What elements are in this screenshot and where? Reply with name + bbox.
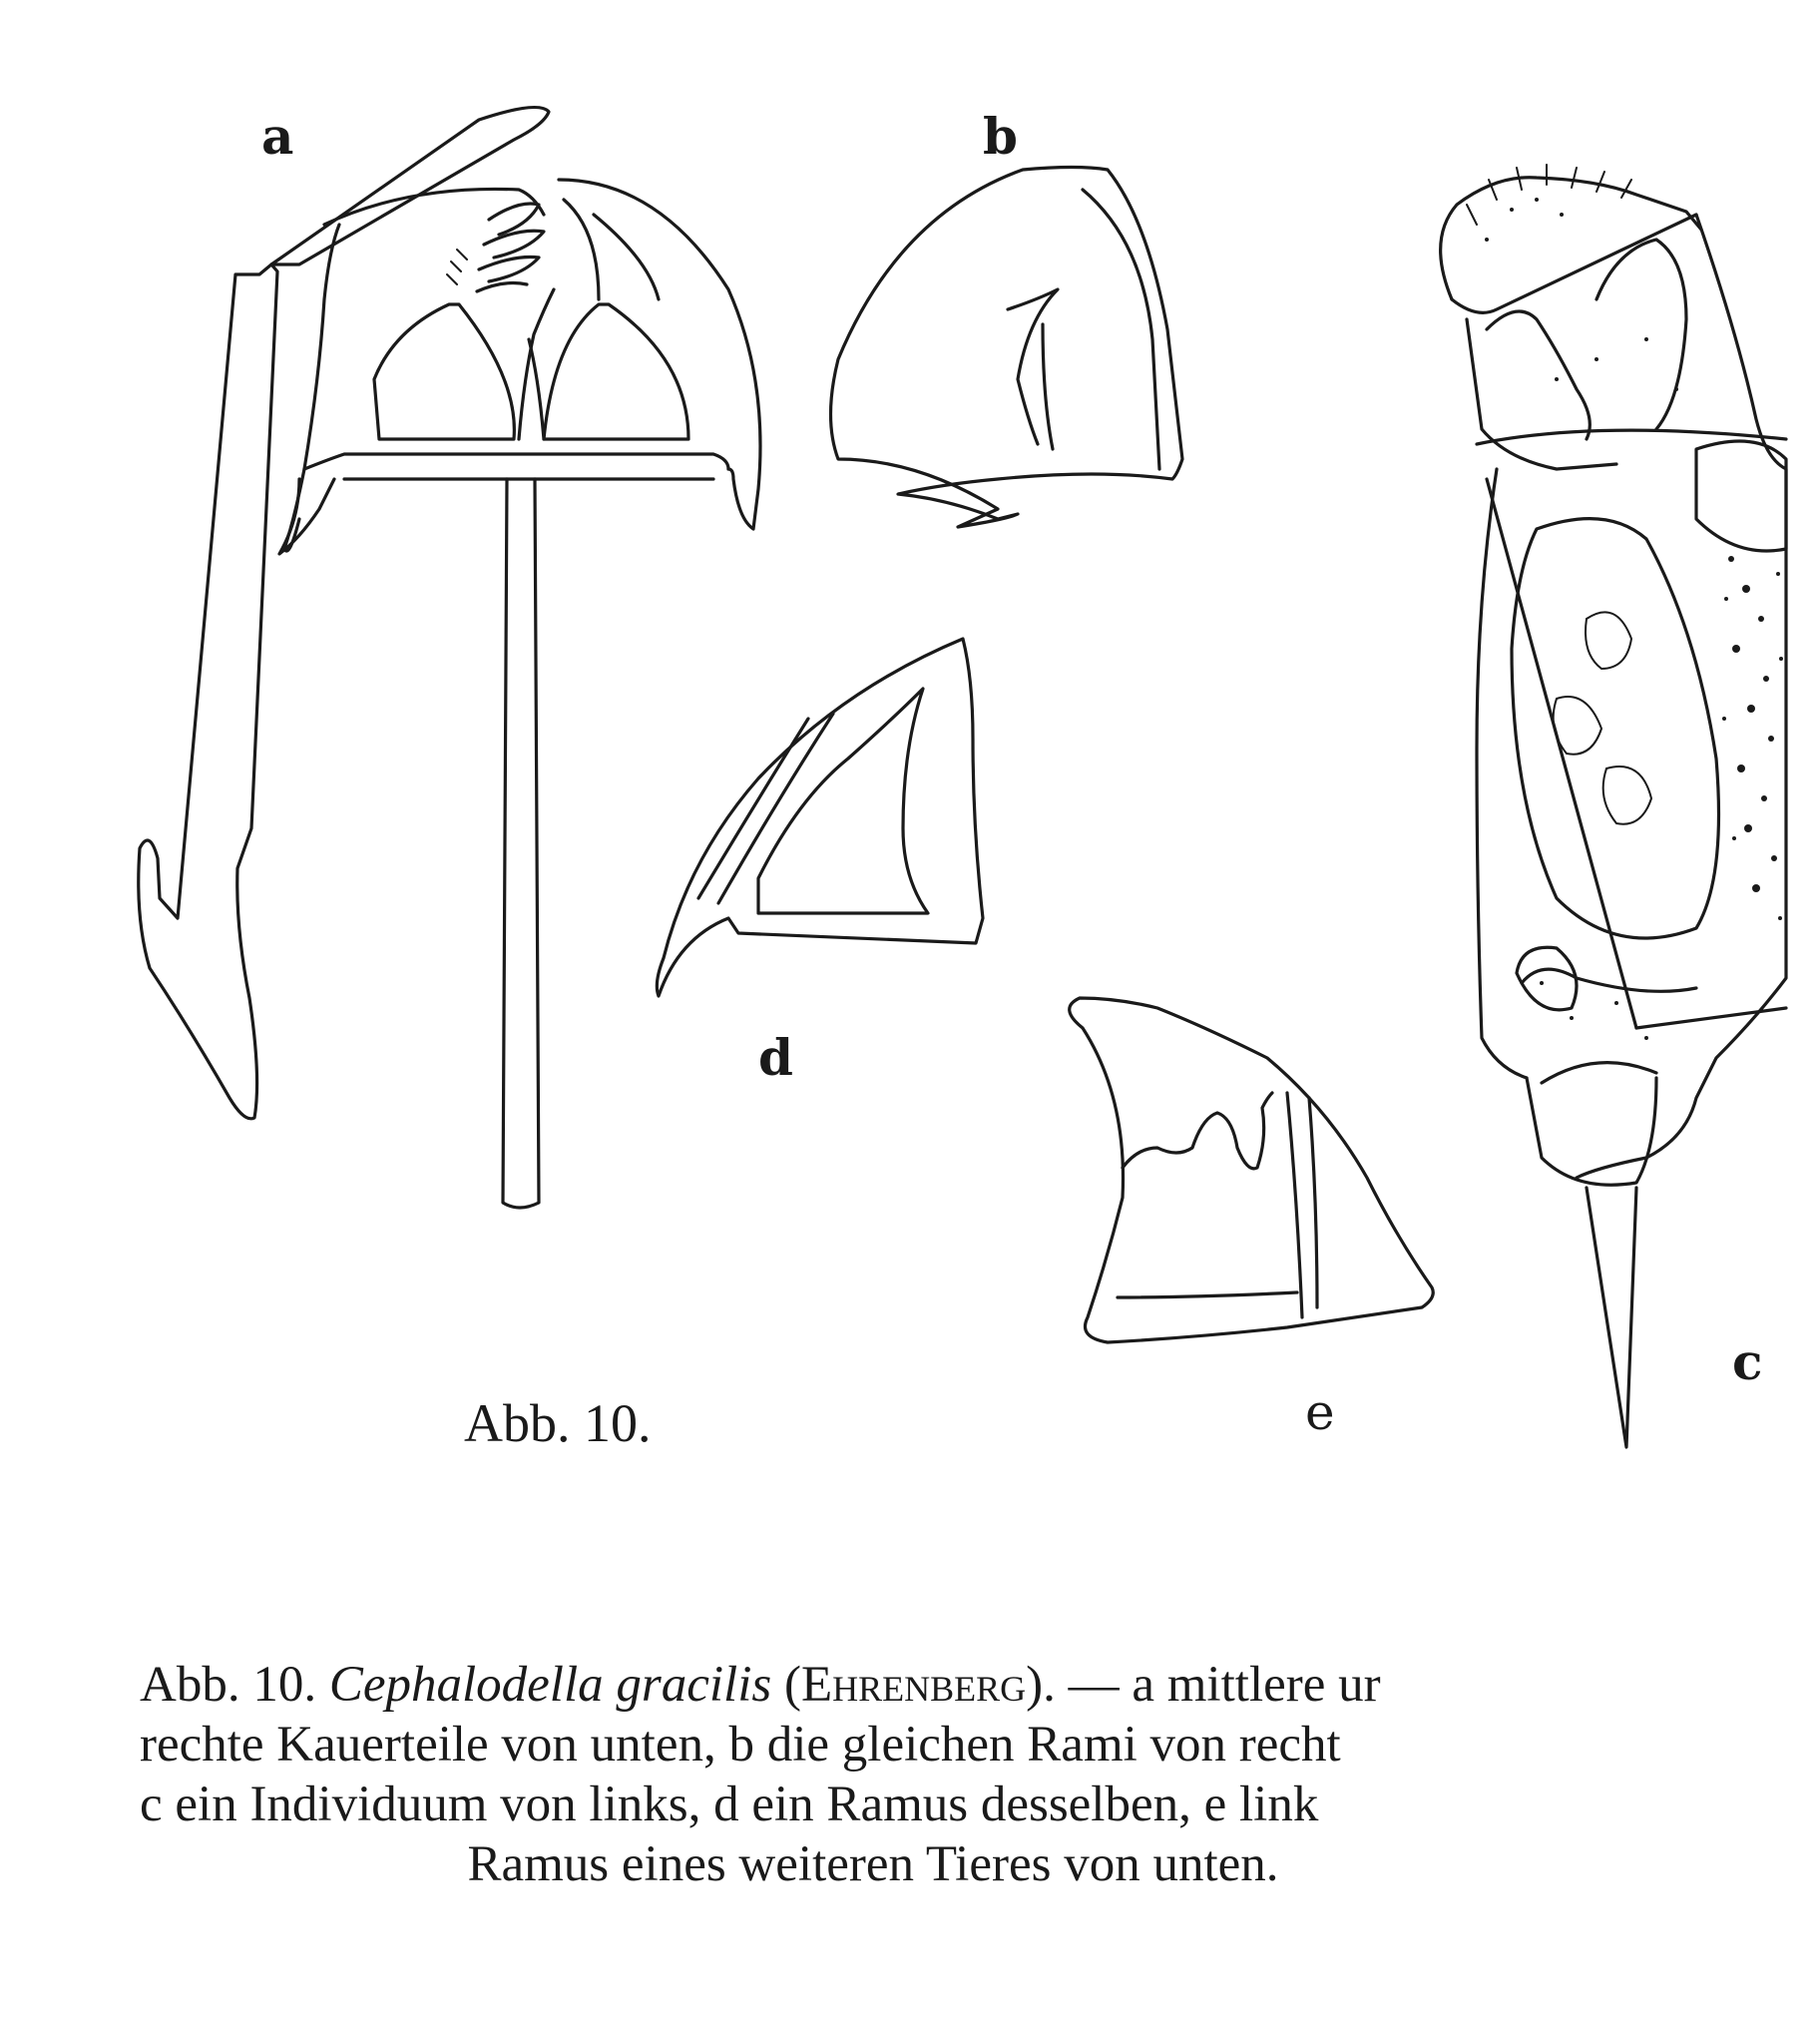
caption-species: Cephalodella gracilis — [328, 1657, 772, 1713]
caption-line-3: c ein Individuum von links, d ein Ramus desselben, e link — [140, 1777, 1319, 1832]
caption-line-1 — [140, 1655, 1820, 1715]
drawing-e-ramus — [1070, 998, 1434, 1342]
panel-label-b: b — [983, 107, 1018, 166]
drawing-b-ramus — [831, 168, 1183, 528]
drawing-d-ramus — [657, 639, 983, 996]
panel-label-d: d — [758, 1028, 793, 1087]
caption-author: (Ehrenberg). — [783, 1657, 1056, 1713]
figure-caption — [140, 1655, 1820, 1894]
caption-line-4: Ramus eines weiteren Tieres von unten. — [467, 1836, 1279, 1892]
caption-prefix: Abb. 10. — [140, 1657, 317, 1713]
drawing-c-animal — [1441, 165, 1786, 1447]
panel-label-c: c — [1732, 1332, 1763, 1391]
panel-label-e: e — [1305, 1383, 1335, 1441]
panel-label-a: a — [261, 107, 294, 166]
figure-number: Abb. 10. — [464, 1393, 652, 1453]
drawing-a-mastax — [139, 108, 760, 1209]
caption-line-2: rechte Kauerteile von unten, b die gleichen Rami von recht — [140, 1717, 1341, 1773]
caption-line1-rest: — a mittlere ur — [1068, 1657, 1381, 1713]
